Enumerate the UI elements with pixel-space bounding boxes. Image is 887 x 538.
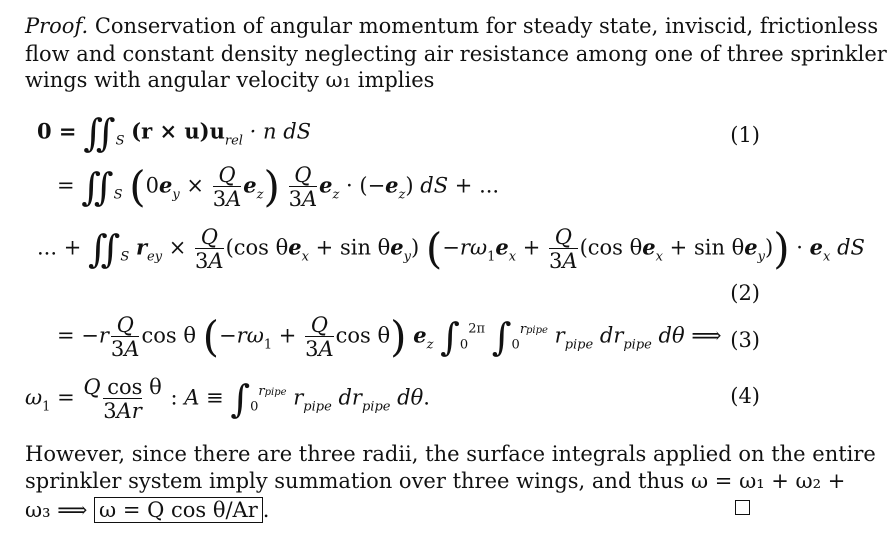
outro-line-2: sprinkler system imply summation over three wings, and thus ω = ω₁ + ω₂ + (25, 469, 846, 493)
equation-1 (37, 111, 312, 155)
eq4-frac: $\frac{\text{Q cos θ}}{3Ar}$ (83, 375, 162, 423)
intro-line-2: flow and constant density neglecting air resistance among one of three sprinkler (25, 42, 887, 66)
eq4-number: (4) (730, 384, 760, 408)
qed-square-icon (735, 500, 750, 515)
eq2a-frac-q3a: $\frac{Q}{3A}$ (212, 163, 242, 211)
eq2a-lparen: ( (129, 162, 146, 211)
eq1-body: (r × u)u (131, 118, 225, 144)
eq2a-eq: = (57, 173, 75, 198)
eq1-sub-rel: rel (224, 133, 243, 149)
eq3-frac-q3a: $\frac{Q}{3A}$ (110, 313, 140, 361)
eq1-tail: · n dS (249, 119, 312, 144)
eq2b-frac-q3a: $\frac{Q}{3A}$ (195, 225, 224, 273)
eq1-number: (1) (730, 123, 760, 147)
eq1-lhs: 0 = (37, 118, 77, 144)
eq3-frac-q3a-2: $\frac{Q}{3A}$ (305, 313, 334, 361)
eq2a-domain: S (113, 187, 123, 203)
eq2a-frac-q3a-2: $\frac{Q}{3A}$ (288, 163, 318, 211)
outro-line-1: However, since there are three radii, the surface integrals applied on the entire (25, 442, 876, 466)
eq2a-integral-sign: ∬ (81, 165, 114, 209)
eq1-integral-sign: ∬ (83, 111, 116, 155)
outro-line-3 (25, 496, 269, 524)
equation-3: = −r $\frac{Q}{3A}$ cos θ ($-r\omega_1$ + $\frac{Q}{3A}$ cos θ) $e_z$ $\int_0^{2\pi}$ $\int_0^{rpipe}$ $r_{pipe}$ $dr_{pipe}$ dθ ⟹ (57, 312, 722, 361)
intro-line-3: wings with angular velocity ω₁ implies (25, 68, 435, 92)
eq2b-frac-q3a-2: $\frac{Q}{3A}$ (549, 225, 578, 273)
proof-label: Proof. (25, 14, 89, 38)
equation-4: $\omega_1$ = $\frac{\text{Q cos θ}}{3Ar}$ : $A \equiv \int_0^{rpipe}$ $r_{pipe}$ $dr_{pipe}$ dθ. (25, 375, 430, 423)
outro-period: . (262, 498, 270, 522)
eq2b-integral-sign: ∬ (87, 227, 121, 271)
intro-text-1: Conservation of angular momentum for steady state, inviscid, frictionless (88, 14, 879, 38)
eq1-domain: S (115, 133, 125, 149)
outro-arrow-text: ω₃ ⟹ (25, 498, 88, 522)
equation-2b: ... + $∬_S$ $r_{ey}$ × $\frac{Q}{3A}$ (cos $\theta e_x + \sin \theta e_y$) ($-r\omega_1e_x$ + $\frac{Q}{3A}$ (cos $\theta e_x + \sin \theta e_y)) \cdot e_x$ dS (37, 224, 865, 273)
intro-line-1 (25, 12, 878, 40)
eq3-number: (3) (730, 328, 760, 352)
equation-2a: = $∬_S$ ($0e_y$ × $\frac{Q}{3A}$ $e_z$) $\frac{Q}{3A}$ $e_z \cdot (-e_z)$ dS + ... (57, 162, 500, 211)
eq2-number: (2) (730, 281, 760, 305)
boxed-result: ω = Q cos θ/Ar (94, 497, 263, 523)
